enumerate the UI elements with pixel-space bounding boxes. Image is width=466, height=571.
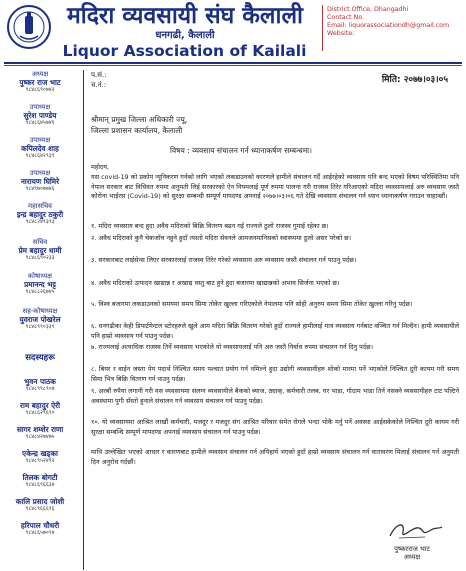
member-1 (0, 377, 80, 393)
member-name: कालि प्रसाद जोशी (15, 497, 65, 506)
members-heading (0, 353, 80, 364)
member-name: युवराज पोखरेल (19, 315, 61, 324)
member-phone: ९८४८६९६६३४ (25, 482, 55, 488)
member-role: अध्यक्ष (31, 70, 49, 78)
member-general-secretary (0, 202, 80, 226)
point-3: ३. सरकारबाट लाईसेन्स लिएर सरकारलाई राजस्व तिरेर गरेको व्यवसाय अरु व्यवसाय जस्तै संचालन गर्न पाउनु पर्दछ। (91, 256, 357, 264)
member-name: तिलक बोगटी (22, 473, 58, 482)
signatory-name: पुष्करराज भाट (394, 545, 430, 553)
member-6 (0, 497, 80, 513)
salutation: महोदय, (91, 163, 110, 171)
member-phone: ९८४८८२६७४५ (25, 289, 55, 295)
members-heading-text: सदस्यहरू (25, 353, 55, 363)
member-name: सुरेश पाण्डेय (23, 111, 57, 120)
member-role: उपाध्यक्ष (29, 169, 51, 177)
member-role: उपाध्यक्ष (29, 136, 51, 144)
member-vice-president-1 (0, 103, 80, 127)
contact-number: Contact No. (327, 14, 364, 21)
signatory (367, 545, 457, 561)
member-name: एकेन्द्र खड्का (22, 449, 58, 458)
member-phone: ९८४८२४९३९३ (25, 219, 55, 225)
point-4: ४. अवैध मदिराको उत्पादन खाद्यान्न र अखाद्य वस्तु बाट हुने हुदा बजारमा खाद्यान्नको अभाव सिर्जना भएको छ। (91, 279, 340, 287)
member-phone: ९८४८९५२४९२ (25, 458, 55, 464)
reference-fields (91, 70, 107, 90)
point-7: ७. राज्यलाई अत्याधिक राजस्व तिर्ने व्यवसाय भएकोले यो व्यवसायलाई पनि अरु जस्तै निर्वाध रुपमा संचालन गर्न दिनु पर्दछ। (91, 343, 374, 351)
member-secretary (0, 238, 80, 262)
sidebar-divider (83, 70, 84, 570)
header-rule-red (4, 65, 462, 66)
member-name: सागर शम्शेर राणा (16, 425, 64, 434)
header-divider (322, 5, 323, 51)
member-name: राम बहादुर ऐरी (19, 401, 61, 410)
member-name: प्रमानन्द भट्ट (24, 280, 56, 289)
point-10: १०. यो व्यवसायमा आश्रित लाखौं कर्मचारी, मजदुर र मजदुर संग आश्रित परिवार समेत रोगले भन्दा भोकै मर्नु पर्ने अवस्था आईसकेकोले निश्चित दुरी कायम गरी सुरक्षा सम्बन्धि सम्पूर्ण मापदण्ड अपनाई व्यवसाय संचालन गर्न पाउनु पर्दछ। (91, 418, 459, 436)
point-1: १. मदिरा व्यवसाय बन्द हुदा अवैध मदिराको बिक्रि वितरण बढन गई राज्यले ठुलो राजस्व गुमाई रहेका छ। (91, 222, 329, 230)
point-2: २. अवैध मदिराको कुनै चेकजाँच नहुने हुदाँ त्यस्तो मदिरा सेवनले आमजनमानिसको स्वास्थ्यमा ठुलो असर परेको छ। (91, 234, 352, 242)
member-2 (0, 401, 80, 417)
member-role: सचिव (32, 238, 48, 246)
member-phone: ९८४८६५७०९४ (25, 530, 55, 536)
letter-subject: विषय : व्यवसाय संचालन गर्न ध्यानाकर्षण सम्बन्धमा। (170, 146, 312, 155)
member-role: कोषाध्यक्ष (27, 272, 53, 280)
point-6: ६. धनगढीका केही डिपार्टमेन्टल स्टोरहरुले खुले आम मदिरा बिक्रि वितरण गरेको हुदाँ राज्यले हामीलाई मात्र व्यवसाय गर्नबाट वञ्चित गर्न मिल्दैन। हामी व्यवसायीले पनि हाम्रो व्यवसाय गर्न पाउनु पर्दछ। (91, 322, 459, 340)
contact-email: Email: liquorassociationdh@gmail.com (327, 22, 450, 29)
recipient-line-1: श्रीमान् प्रमुख जिल्ला अधिकारी ज्यू, (91, 115, 188, 124)
member-role: सह-कोषाध्यक्ष (22, 307, 58, 315)
member-3 (0, 425, 80, 441)
member-vice-president-3 (0, 169, 80, 193)
member-phone: ९८४८९९०३३९ (25, 324, 55, 330)
member-4 (0, 449, 80, 465)
member-name: पुष्कर राज भाट (19, 78, 61, 87)
recipient-address (91, 114, 187, 136)
member-treasurer (0, 272, 80, 296)
header-rule-blue (4, 62, 462, 64)
member-name: कपिलदेव शाह (21, 144, 59, 153)
closing-paragraph: माथि उल्लेखित भएको आधार र कारणबाट हामीले व्यवसाय संचालन गर्न अपिहार्य भएको हुदाँ हाम्रो व्यवसाय संचालन गर्न वातावरण मिलाई संचालन गर्न अनुमती दिन अनुरोध गर्दछौं। (91, 448, 459, 466)
association-seal-logo (6, 4, 52, 50)
org-title-nepali: मदिरा व्यवसायी संघ कैलाली (66, 3, 303, 29)
org-location: धनगढी, कैलाली (155, 30, 215, 41)
member-name: नारायण घिमिरे (20, 177, 60, 186)
pa-san-label: प.सं.: (91, 71, 107, 79)
member-co-treasurer (0, 307, 80, 331)
cha-number-label: च.नं.: (91, 81, 107, 89)
intro-paragraph: यस covid-19 को प्रकोप न्यूनिकरण गर्नको लागि भएको लकडाउनको कारणले हामीले संचालन गर्दै आईरहेको व्यवसाय पनि बन्द भएको विषम परिस्थितिमा पनि नेपाल सरकार बाट विधिवत रुपमा अनुमती लिई सरकारको ऐन नियमलाई पूर्ण रुपमा पालना गरी राजस्व तिरेर गरिआएको मदिरा व्यवसायलाई अरु व्यवसाय जस्तै कोरोना भाईरस (Covid-19) को सुरक्षा सम्बन्धी सम्पूर्ण मापदण्ड अपनाई २०७७।०३।०६ गते देखि व्यवसाय संचालन गर्न ध्यान ध्यानाकर्षण गराउन चाहान्छौं। (91, 173, 459, 201)
member-role: महासचिव (28, 202, 52, 210)
member-phone: ९८४८६२९६९० (25, 410, 55, 416)
member-phone: ९८४८९६६६९६ (25, 506, 55, 512)
contact-block (327, 6, 449, 38)
letter-date: मिति: २०७७।०३।०५ (381, 75, 448, 85)
contact-website: Website: (327, 30, 355, 37)
member-president (0, 70, 80, 94)
member-name: भुवन पाठक (24, 377, 56, 386)
member-name: हरिपाल चौधरी (20, 521, 60, 530)
point-5: ५. विश्व बजारमा लकडाउनको समयमा समय सिमा तोकेर खुल्ला गरिएकोले नेपालमा पनि सोही अनुरुप समय सिमा तोकेर खुल्ला गरिनु पर्दछ। (91, 300, 413, 308)
member-name: इन्द्र बहादुर ठकुरी (16, 210, 64, 219)
member-7 (0, 521, 80, 537)
member-vice-president-2 (0, 136, 80, 160)
point-8: ८. बियर र वाईन जस्ता पेय पदार्थ निश्चित समय पश्चात प्रयोग गर्न नमिल्ने हुदा उद्योगी व्यवसायीहरु शोको मारमा पर्ने भएकोले निश्चित दुरी कायम गरी समय सिमा भित्र बिक्रि वितरण गर्न पाउनु पर्दछ। (91, 365, 459, 383)
member-phone: ९८४८९९८९०४ (25, 386, 55, 392)
contact-office: District Office, Dhangadhi (327, 6, 409, 13)
org-title-english: Liquor Association of Kailali (62, 42, 307, 60)
point-9: ९. अरबौं रुपैया लगानी गरी यस व्यवसायमा संलग्न व्यवसायीले बैकको ब्याज, ठ्याक्, कर्मचारी तलब, घर भाडा, गोदाम भाडा तिर्न नसक्ने व्यवसायीहरु टाट पल्टिने अवस्थामा पुगी सँस्तो हुनाले संचालन गर्न व्यवसाय संचालन गर्न पाउनु पर्दछ। (91, 387, 459, 405)
signatory-title: अध्यक्ष (403, 553, 421, 561)
member-phone: ९८४८६९०२३३ (25, 255, 55, 261)
member-name: प्रेम बहादुर धामी (18, 246, 62, 255)
member-phone: ९८४९७०७७४६ (25, 186, 55, 192)
member-phone: ९८४८६४२९३९ (25, 153, 55, 159)
handwritten-signature (385, 518, 445, 543)
recipient-line-2: जिल्ला प्रशासन कार्यालय, कैलाली (91, 126, 183, 135)
member-role: उपाध्यक्ष (29, 103, 51, 111)
member-5 (0, 473, 80, 489)
member-phone: ९८४८६९०७४२ (25, 87, 55, 93)
member-phone: ९८४८६४५७४१ (25, 120, 55, 126)
member-phone: ९८४८४२७४७५ (25, 434, 55, 440)
